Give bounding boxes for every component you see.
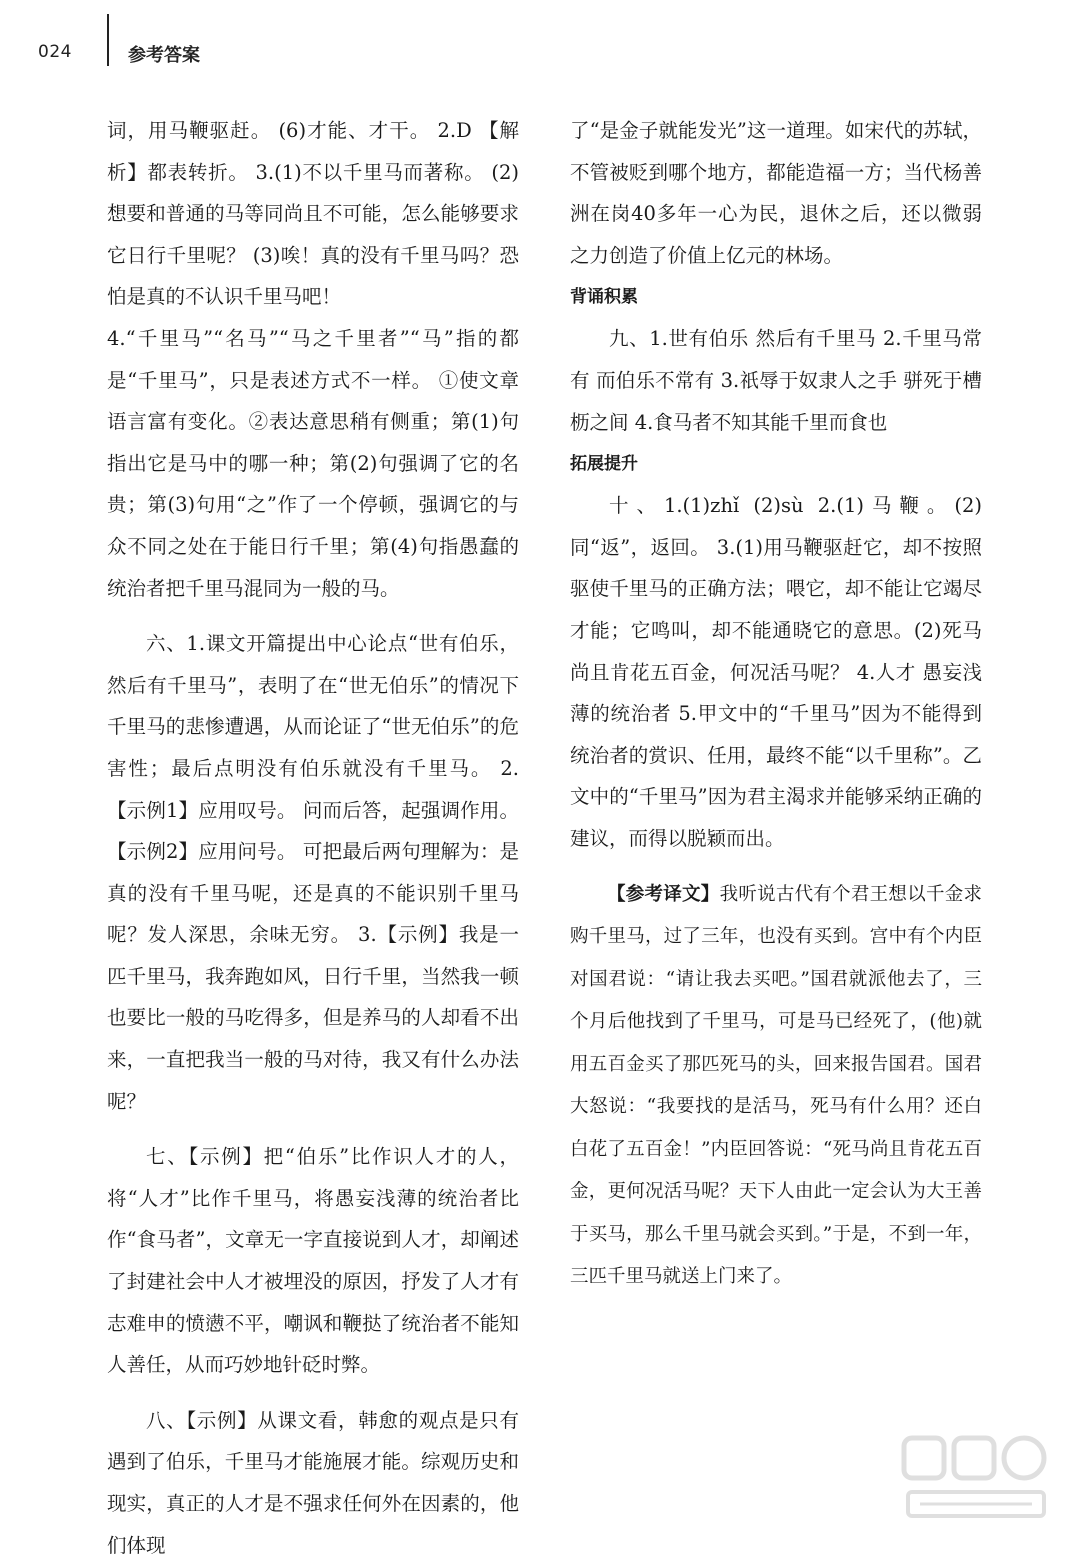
section-title: 参考答案 <box>128 45 200 66</box>
page-header <box>0 0 1071 80</box>
translation-text: 我听说古代有个君王想以千金求购千里马，过了三年，也没有买到。宫中有个内臣对国君说：“请让我去买吧。”国君就派他去了，三个月后他找到了千里马，可是马已经死了，(他)就用五百金买了那匹死马的头，回来报告国君。国君大怒说：“我要找的是活马，死马有什么用？还白白花了五百金！”内臣回答说：“死马尚且肯花五百金，更何况活马呢？天下人由此一定会认为大王善于买马，那么千里马就会买到。”于是，不到一年，三匹千里马就送上门来了。 <box>570 883 982 1287</box>
page-number: 024 <box>38 42 72 62</box>
header-divider <box>107 14 109 66</box>
watermark-logo-icon <box>900 1430 1050 1525</box>
reference-translation <box>570 874 982 1299</box>
translation-tag: 【参考译文】 <box>607 883 720 905</box>
answer-paragraph: 六、1.课文开篇提出中心论点“世有伯乐，然后有千里马”，表明了在“世无伯乐”的情况下千里马的悲惨遭遇，从而论证了“世无伯乐”的危害性；最后点明没有伯乐就没有千里马。 2.【示例1】应用叹号。 问而后答，起强调作用。【示例2】应用问号。 可把最后两句理解为：是真的没有千里马呢，还是真的不能识别千里马呢？发人深思，余味无穷。 3.【示例】我是一匹千里马，我奔跑如风，日行千里，当然我一顿也要比一般的马吃得多，但是养马的人却看不出来，一直把我当一般的马对待，我又有什么办法呢？ <box>107 632 519 1113</box>
answer-paragraph: 九、1.世有伯乐 然后有千里马 2.千里马常有 而伯乐不常有 3.祇辱于奴隶人之手 骈死于槽枥之间 4.食马者不知其能千里而食也 <box>570 327 982 434</box>
sub-heading-extension: 拓展提升 <box>570 454 638 475</box>
answer-paragraph: 4.“千里马”“名马”“马之千里者”“马”指的都是“千里马”，只是表述方式不一样。 ①使文章语言富有变化。②表达意思稍有侧重；第(1)句指出它是马中的哪一种；第(2)句强调了它的名贵；第(3)句用“之”作了一个停顿，强调它的与众不同之处在于能日行千里；第(4)句指愚蠢的统治者把千里马混同为一般的马。 <box>107 326 519 600</box>
left-column <box>107 110 519 1566</box>
answer-paragraph: 七、【示例】把“伯乐”比作识人才的人，将“人才”比作千里马，将愚妄浅薄的统治者比作“食马者”，文章无一字直接说到人才，却阐述了封建社会中人才被埋没的原因，抒发了人才有志难申的愤懑不平，嘲讽和鞭挞了统治者不能知人善任，从而巧妙地针砭时弊。 <box>107 1145 519 1377</box>
right-column <box>570 110 982 1299</box>
answer-paragraph: 十、1.(1)zhǐ (2)sù 2.(1)马鞭。(2)同“返”，返回。 3.(1)用马鞭驱赶它，却不按照驱使千里马的正确方法；喂它，却不能让它竭尽才能；它鸣叫，却不能通晓它的意思。(2)死马尚且肯花五百金，何况活马呢？ 4.人才 愚妄浅薄的统治者 5.甲文中的“千里马”因为不能得到统治者的赏识、任用，最终不能“以千里称”。乙文中的“千里马”因为君主渴求并能够采纳正确的建议，而得以脱颖而出。 <box>570 494 982 850</box>
answer-paragraph: 词，用马鞭驱赶。 (6)才能、才干。 2.D 【解析】都表转折。 3.(1)不以千里马而著称。 (2)想要和普通的马等同尚且不可能，怎么能够要求它日行千里呢？ (3)唉！真的没有千里马吗？恐怕是真的不认识千里马吧！ <box>107 119 519 309</box>
answer-paragraph: 了“是金子就能发光”这一道理。如宋代的苏轼，不管被贬到哪个地方，都能造福一方；当代杨善洲在岗40多年一心为民，退休之后，还以微弱之力创造了价值上亿元的林场。 <box>570 119 982 267</box>
answer-paragraph: 八、【示例】从课文看，韩愈的观点是只有遇到了伯乐，千里马才能施展才能。综观历史和现实，真正的人才是不强求任何外在因素的，他们体现 <box>107 1408 519 1557</box>
sub-heading-recitation: 背诵积累 <box>570 287 638 308</box>
